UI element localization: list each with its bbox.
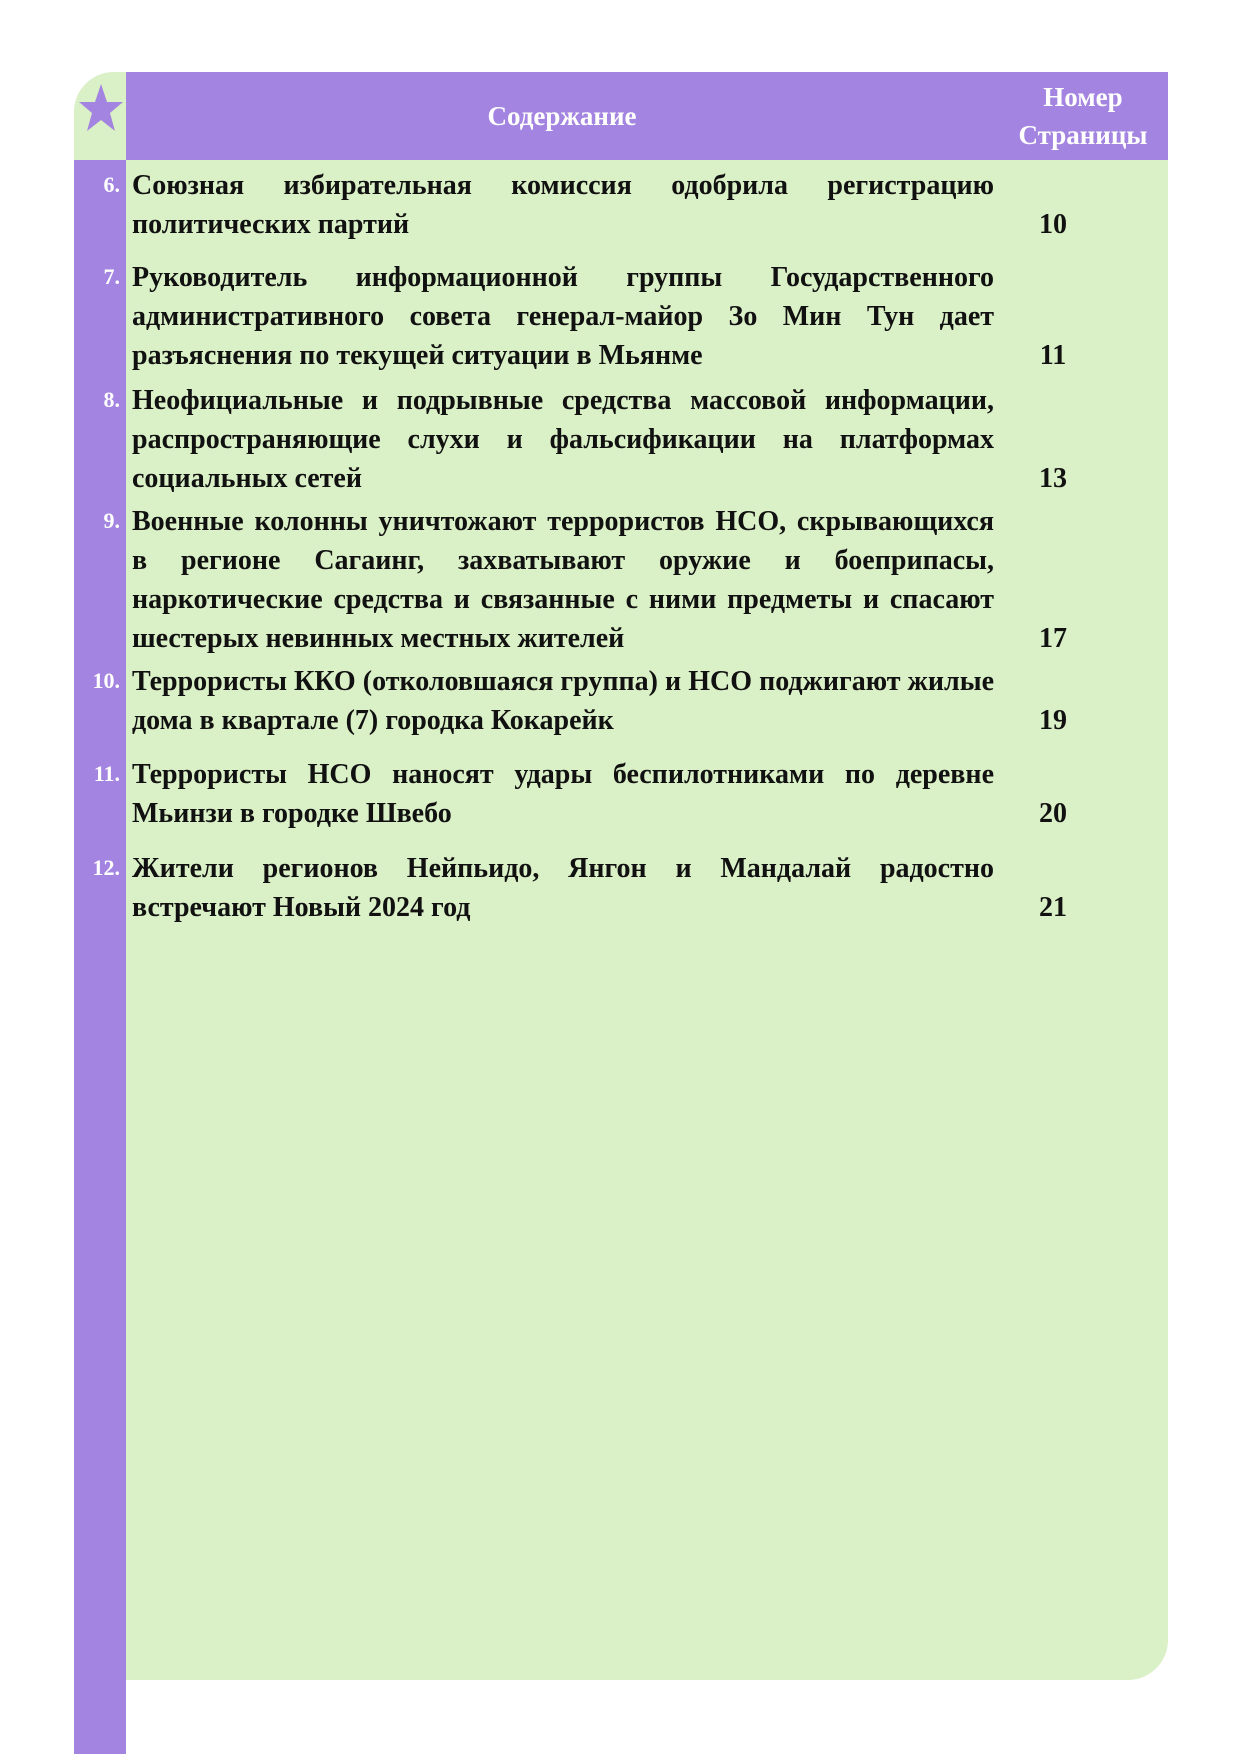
toc-entry[interactable] [74,755,1168,833]
toc-entry-number: 12. [92,855,120,880]
toc-entry-page: 17 [1039,623,1067,654]
page-number-heading-line2: Страницы [1018,120,1148,150]
toc-entry[interactable] [74,381,1168,498]
star-icon [78,80,124,136]
toc-entry[interactable] [74,258,1168,375]
toc-entry-page: 19 [1039,705,1067,736]
toc-entry-number: 9. [103,508,120,533]
toc-entry-page: 13 [1039,463,1067,494]
toc-entry[interactable] [74,849,1168,927]
toc-entry-title: Неофициальные и подрывные средства массовой информации, распространяющие слухи и фальсификации на платформах социальных сетей [132,385,994,494]
toc-entry[interactable] [74,166,1168,244]
toc-entry-number: 7. [103,264,120,289]
toc-entry-page: 10 [1039,209,1067,240]
toc-entry-title: Террористы НСО наносят удары беспилотниками по деревне Мьинзи в городке Швебо [132,759,994,829]
toc-list [74,160,1168,927]
toc-entry[interactable] [74,662,1168,740]
toc-entry-number: 6. [103,172,120,197]
toc-entry-page: 20 [1039,798,1067,829]
toc-entry-title: Руководитель информационной группы Государственного административного совета генерал-майор Зо Мин Тун дает разъяснения по текущей ситуации в Мьянме [132,262,994,371]
page-number-heading-line1: Номер [1043,82,1123,112]
toc-entry-page: 11 [1039,340,1067,371]
toc-entry-title: Террористы ККО (отколовшаяся группа) и НСО поджигают жилые дома в квартале (7) городка Кокарейк [132,666,994,736]
toc-entry-title: Союзная избирательная комиссия одобрила регистрацию политических партий [132,170,994,240]
toc-entry-title: Жители регионов Нейпьидо, Янгон и Мандалай радостно встречают Новый 2024 год [132,853,994,923]
toc-entry-number: 11. [93,761,120,786]
contents-heading: Содержание [487,101,637,131]
toc-entry-title: Военные колонны уничтожают террористов НСО, скрывающихся в регионе Сагаинг, захватывают оружие и боеприпасы, наркотические средства и связанные с ними предметы и спасают шестерых невинных местных жителей [132,506,994,654]
toc-entry[interactable] [74,502,1168,658]
toc-entry-page: 21 [1039,892,1067,923]
toc-entry-number: 8. [103,387,120,412]
page-number-heading [998,78,1168,154]
toc-entry-number: 10. [92,668,120,693]
